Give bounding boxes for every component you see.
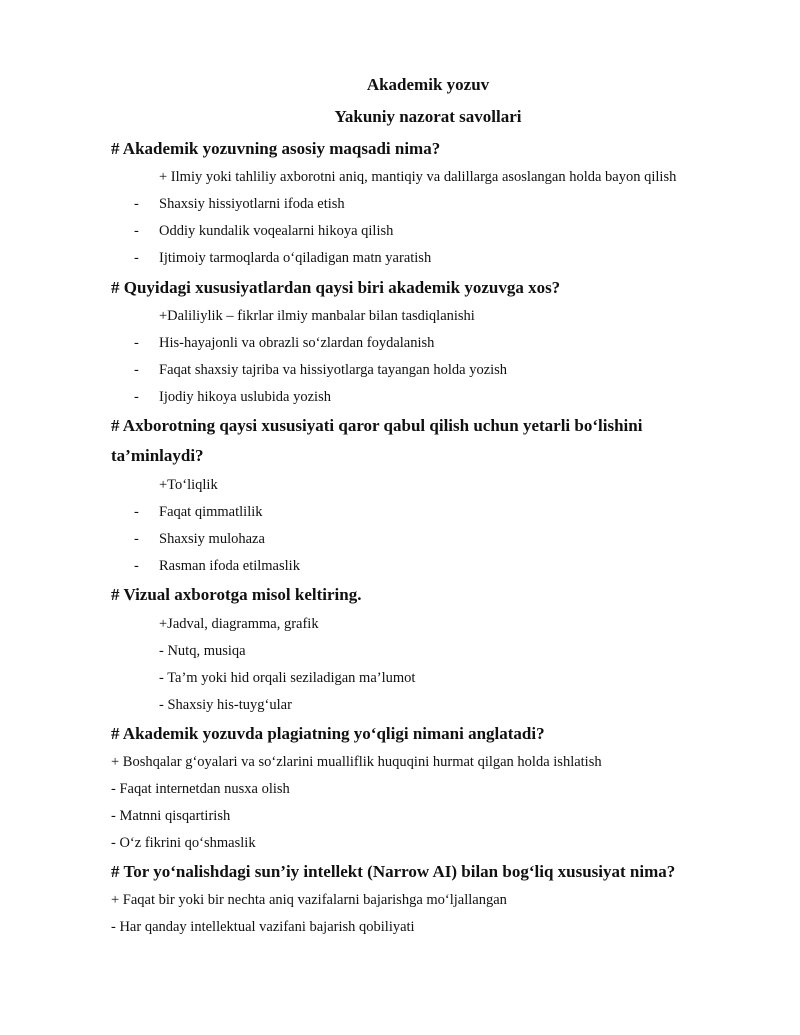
answer-5-option: - O‘z fikrini qo‘shmaslik <box>111 835 256 851</box>
answer-4-correct: +Jadval, diagramma, grafik <box>159 616 319 632</box>
answer-1-option: Shaxsiy hissiyotlarni ifoda etish <box>159 196 345 212</box>
bullet-dash: - <box>134 196 139 212</box>
answer-1-option: Ijtimoiy tarmoqlarda o‘qiladigan matn yaratish <box>159 250 432 266</box>
bullet-dash: - <box>134 531 139 547</box>
question-5: # Akademik yozuvda plagiatning yo‘qligi nimani anglatadi? <box>111 724 545 743</box>
answer-3-option: Rasman ifoda etilmaslik <box>159 558 300 574</box>
question-3-line2: ta’minlaydi? <box>111 446 204 465</box>
answer-4-option: - Shaxsiy his-tuyg‘ular <box>159 697 292 713</box>
answer-2-option: Faqat shaxsiy tajriba va hissiyotlarga tayangan holda yozish <box>159 362 508 378</box>
bullet-dash: - <box>134 335 139 351</box>
answer-2-option: His-hayajonli va obrazli so‘zlardan foydalanish <box>159 335 435 351</box>
answer-1-option: Oddiy kundalik voqealarni hikoya qilish <box>159 223 394 239</box>
bullet-dash: - <box>134 504 139 520</box>
answer-3-option: Shaxsiy mulohaza <box>159 531 265 547</box>
document-title: Akademik yozuv <box>366 75 490 94</box>
answer-5-option: - Faqat internetdan nusxa olish <box>111 781 290 797</box>
answer-4-option: - Ta’m yoki hid orqali seziladigan ma’lumot <box>159 670 416 686</box>
bullet-dash: - <box>134 362 139 378</box>
question-4: # Vizual axborotga misol keltiring. <box>111 585 362 604</box>
question-1: # Akademik yozuvning asosiy maqsadi nima? <box>111 139 441 158</box>
answer-3-correct: +To‘liqlik <box>159 477 218 493</box>
question-2: # Quyidagi xususiyatlardan qaysi biri akademik yozuvga xos? <box>111 278 561 297</box>
answer-6-correct: + Faqat bir yoki bir nechta aniq vazifalarni bajarishga mo‘ljallangan <box>111 892 507 908</box>
answer-5-option: - Matnni qisqartirish <box>111 808 231 824</box>
bullet-dash: - <box>134 223 139 239</box>
answer-3-option: Faqat qimmatlilik <box>159 504 263 520</box>
bullet-dash: - <box>134 250 139 266</box>
answer-5-correct: + Boshqalar g‘oyalari va so‘zlarini mualliflik huquqini hurmat qilgan holda ishlatish <box>111 754 602 770</box>
answer-6-option: - Har qanday intellektual vazifani bajarish qobiliyati <box>111 919 415 935</box>
answer-4-option: - Nutq, musiqa <box>159 643 246 659</box>
bullet-dash: - <box>134 389 139 405</box>
bullet-dash: - <box>134 558 139 574</box>
question-6: # Tor yo‘nalishdagi sun’iy intellekt (Narrow AI) bilan bog‘liq xususiyat nima? <box>111 862 676 881</box>
answer-2-option: Ijodiy hikoya uslubida yozish <box>159 389 331 405</box>
document-subtitle: Yakuniy nazorat savollari <box>334 107 522 126</box>
answer-1-correct: + Ilmiy yoki tahliliy axborotni aniq, mantiqiy va dalillarga asoslangan holda bayon qilish <box>159 169 677 185</box>
answer-2-correct: +Daliliylik – fikrlar ilmiy manbalar bilan tasdiqlanishi <box>159 308 475 324</box>
question-3-line1: # Axborotning qaysi xususiyati qaror qabul qilish uchun yetarli bo‘lishini <box>111 416 643 435</box>
